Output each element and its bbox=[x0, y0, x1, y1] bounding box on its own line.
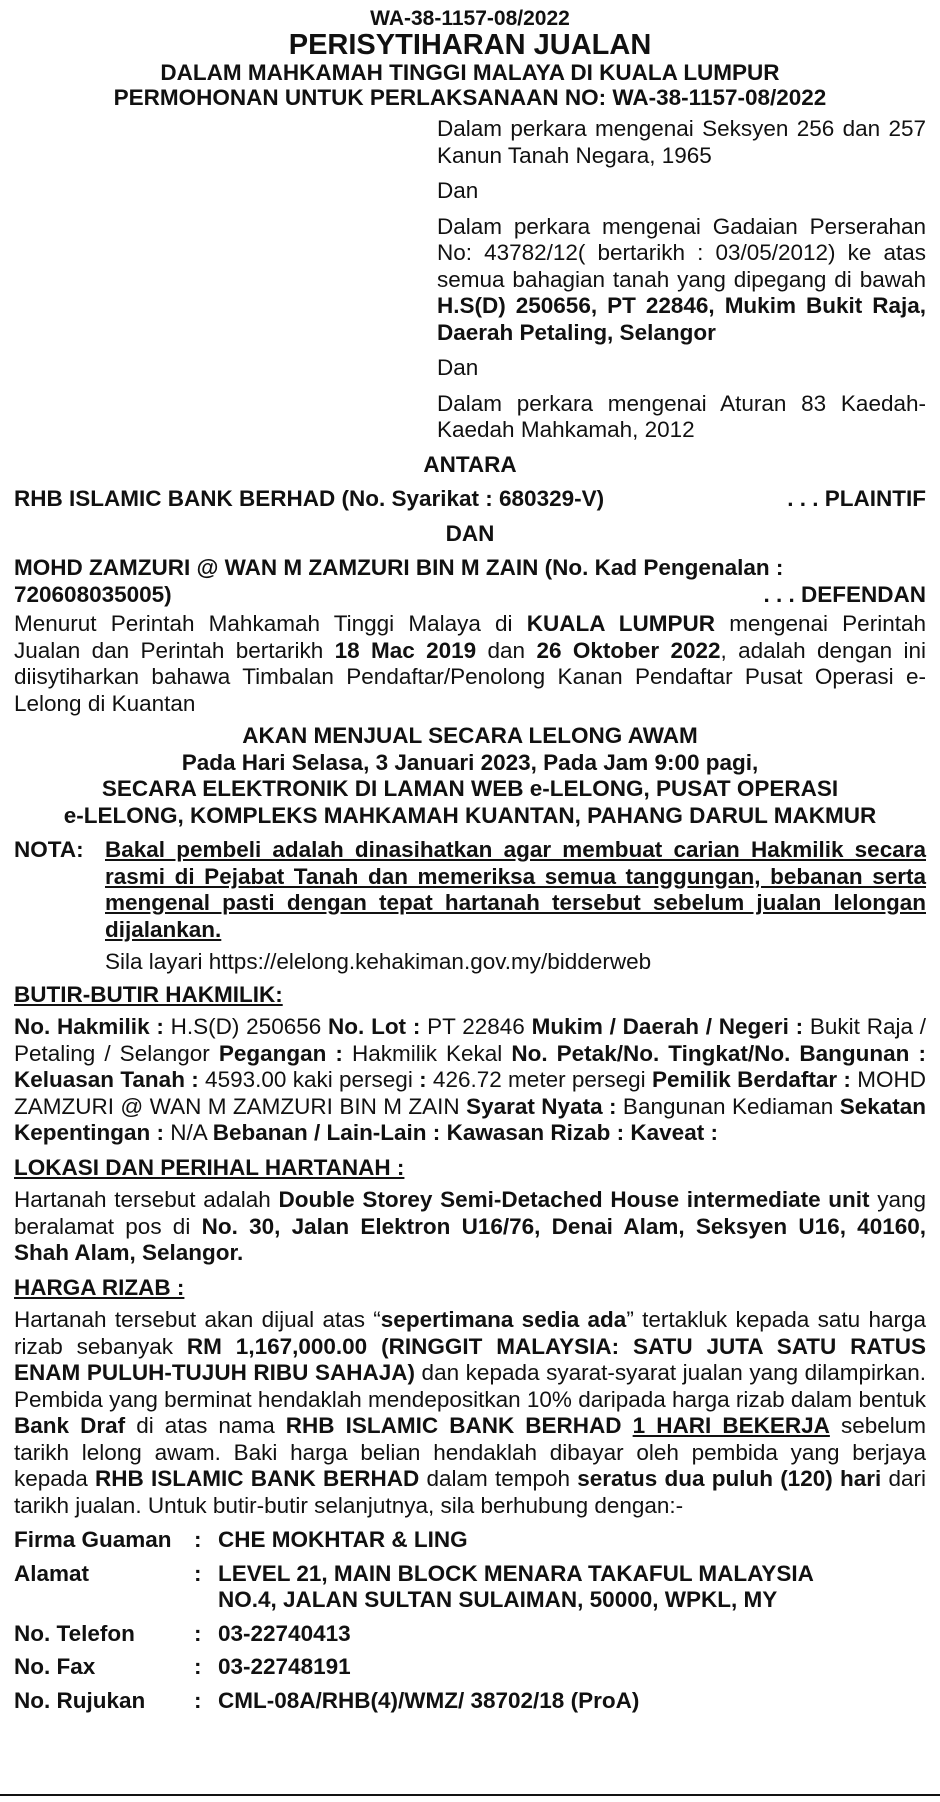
antara-heading: ANTARA bbox=[423, 451, 517, 477]
auction-line-4: e-LELONG, KOMPLEKS MAHKAMAH KUANTAN, PAHANG DARUL MAKMUR bbox=[63, 802, 877, 828]
case-reference: WA-38-1157-08/2022 bbox=[370, 7, 570, 30]
court-name: DALAM MAHKAMAH TINGGI MALAYA DI KUALA LUMPUR bbox=[160, 60, 780, 85]
matters-column bbox=[437, 116, 926, 444]
document-title: PERISYTIHARAN JUALAN bbox=[288, 29, 652, 61]
fax-label: No. Fax bbox=[14, 1654, 96, 1679]
nota-label: NOTA: bbox=[14, 837, 84, 862]
reference-colon: : bbox=[194, 1687, 202, 1713]
nota-text: Bakal pembeli adalah dinasihatkan agar membuat carian Hakmilik secara rasmi di Pejabat Tanah dan memeriksa semua tanggungan, bebanan serta mengenal pasti dengan tepat hartanah tersebut sebelum jualan lelongan dijalankan. bbox=[105, 837, 926, 942]
dan-heading: DAN bbox=[445, 520, 495, 546]
auction-announcement bbox=[14, 723, 926, 829]
reference-value: CML-08A/RHB(4)/WMZ/ 38702/18 (ProA) bbox=[218, 1687, 640, 1713]
defendant-line bbox=[14, 582, 926, 609]
firm-colon: : bbox=[194, 1527, 202, 1552]
reserve-price-heading: HARGA RIZAB : bbox=[14, 1274, 185, 1300]
matter-charge: Dalam perkara mengenai Gadaian Perserahan No: 43782/12( bertarikh : 03/05/2012) ke atas semua bahagian tanah yang dipegang di bawah H.S(D) 250656, PT 22846, Mukim Bukit Raja, Daerah Petaling, Selangor bbox=[437, 213, 926, 345]
address-label: Alamat bbox=[14, 1560, 90, 1586]
title-details-heading: BUTIR-BUTIR HAKMILIK: bbox=[14, 981, 283, 1007]
fax-colon: : bbox=[194, 1654, 202, 1679]
plaintiff-role: . . . PLAINTIF bbox=[787, 486, 926, 511]
reserve-price-paragraph: Hartanah tersebut akan dijual atas “sepertimana sedia ada” tertakluk kepada satu harga rizab sebanyak RM 1,167,000.00 (RINGGIT MALAYSIA: SATU JUTA SATU RATUS ENAM PULUH-TUJUH RIBU SAHAJA) dan kepada syarat-syarat jualan yang dilampirkan. Pembida yang berminat hendaklah mendepositkan 10% daripada harga rizab dalam bentuk Bank Draf di atas nama RHB ISLAMIC BANK BERHAD 1 HARI BEKERJA sebelum tarikh lelong awam. Baki harga belian hendaklah dibayar oleh pembida yang berjaya kepada RHB ISLAMIC BANK BERHAD dalam tempoh seratus dua puluh (120) hari dari tarikh jualan. Untuk butir-butir selanjutnya, sila berhubung dengan:- bbox=[14, 1307, 927, 1518]
address-value: LEVEL 21, MAIN BLOCK MENARA TAKAFUL MALAYSIA NO.4, JALAN SULTAN SULAIMAN, 50000, WPKL, MY bbox=[218, 1560, 814, 1612]
plaintiff-name: RHB ISLAMIC BANK BERHAD (No. Syarikat : 680329-V) bbox=[14, 486, 605, 511]
firm-value: CHE MOKHTAR & LING bbox=[218, 1527, 468, 1552]
address-colon: : bbox=[194, 1560, 202, 1586]
defendant-id: 720608035005) bbox=[14, 581, 172, 607]
location-paragraph: Hartanah tersebut adalah Double Storey Semi-Detached House intermediate unit yang beralamat pos di No. 30, Jalan Elektron U16/76, Denai Alam, Seksyen U16, 40160, Shah Alam, Selangor. bbox=[14, 1187, 926, 1265]
bottom-border-line bbox=[0, 1794, 940, 1796]
matter-order-83: Dalam perkara mengenai Aturan 83 Kaedah-Kaedah Mahkamah, 2012 bbox=[437, 390, 926, 442]
defendant-role: . . . DEFENDAN bbox=[763, 581, 926, 607]
reference-label: No. Rujukan bbox=[14, 1687, 146, 1713]
phone-value: 03-22740413 bbox=[218, 1620, 351, 1646]
matter-dan-1: Dan bbox=[437, 178, 479, 203]
auction-line-1: AKAN MENJUAL SECARA LELONG AWAM bbox=[242, 723, 698, 748]
phone-colon: : bbox=[194, 1620, 202, 1646]
plaintiff-line bbox=[14, 486, 926, 513]
application-number: PERMOHONAN UNTUK PERLAKSANAAN NO: WA-38-1157-08/2022 bbox=[113, 85, 827, 110]
matter-dan-2: Dan bbox=[437, 355, 479, 380]
matter-section-256: Dalam perkara mengenai Seksyen 256 dan 257 Kanun Tanah Negara, 1965 bbox=[437, 116, 926, 168]
fax-value: 03-22748191 bbox=[218, 1654, 351, 1679]
nota-block bbox=[14, 837, 926, 943]
firm-label: Firma Guaman bbox=[14, 1527, 172, 1552]
phone-label: No. Telefon bbox=[14, 1620, 135, 1646]
bidder-web-link[interactable]: Sila layari https://elelong.kehakiman.gov.my/bidderweb bbox=[105, 949, 652, 974]
defendant-name-line1: MOHD ZAMZURI @ WAN M ZAMZURI BIN M ZAIN (No. Kad Pengenalan : bbox=[14, 555, 784, 580]
order-paragraph: Menurut Perintah Mahkamah Tinggi Malaya di KUALA LUMPUR mengenai Perintah Jualan dan Perintah bertarikh 18 Mac 2019 dan 26 Oktober 2022, adalah dengan ini diisytiharkan bahawa Timbalan Pendaftar/Penolong Kanan Pendaftar Pusat Operasi e- Lelong di Kuantan bbox=[14, 611, 926, 716]
auction-date: Pada Hari Selasa, 3 Januari 2023, Pada Jam 9:00 pagi, bbox=[181, 749, 759, 775]
contact-table bbox=[14, 1527, 926, 1721]
location-heading: LOKASI DAN PERIHAL HARTANAH : bbox=[14, 1154, 405, 1180]
title-details-paragraph: No. Hakmilik : H.S(D) 250656 No. Lot : PT 22846 Mukim / Daerah / Negeri : Bukit Raja / Petaling / Selangor Pegangan : Hakmilik Kekal No. Petak/No. Tingkat/No. Bangunan : Keluasan Tanah : 4593.00 kaki persegi : 426.72 meter persegi Pemilik Berdaftar : MOHD ZAMZURI @ WAN M ZAMZURI BIN M ZAIN Syarat Nyata : Bangunan Kediaman Sekatan Kepentingan : N/A Bebanan / Lain-Lain : Kawasan Rizab : Kaveat : bbox=[14, 1014, 927, 1145]
auction-line-3: SECARA ELEKTRONIK DI LAMAN WEB e-LELONG, PUSAT OPERASI bbox=[101, 776, 839, 801]
